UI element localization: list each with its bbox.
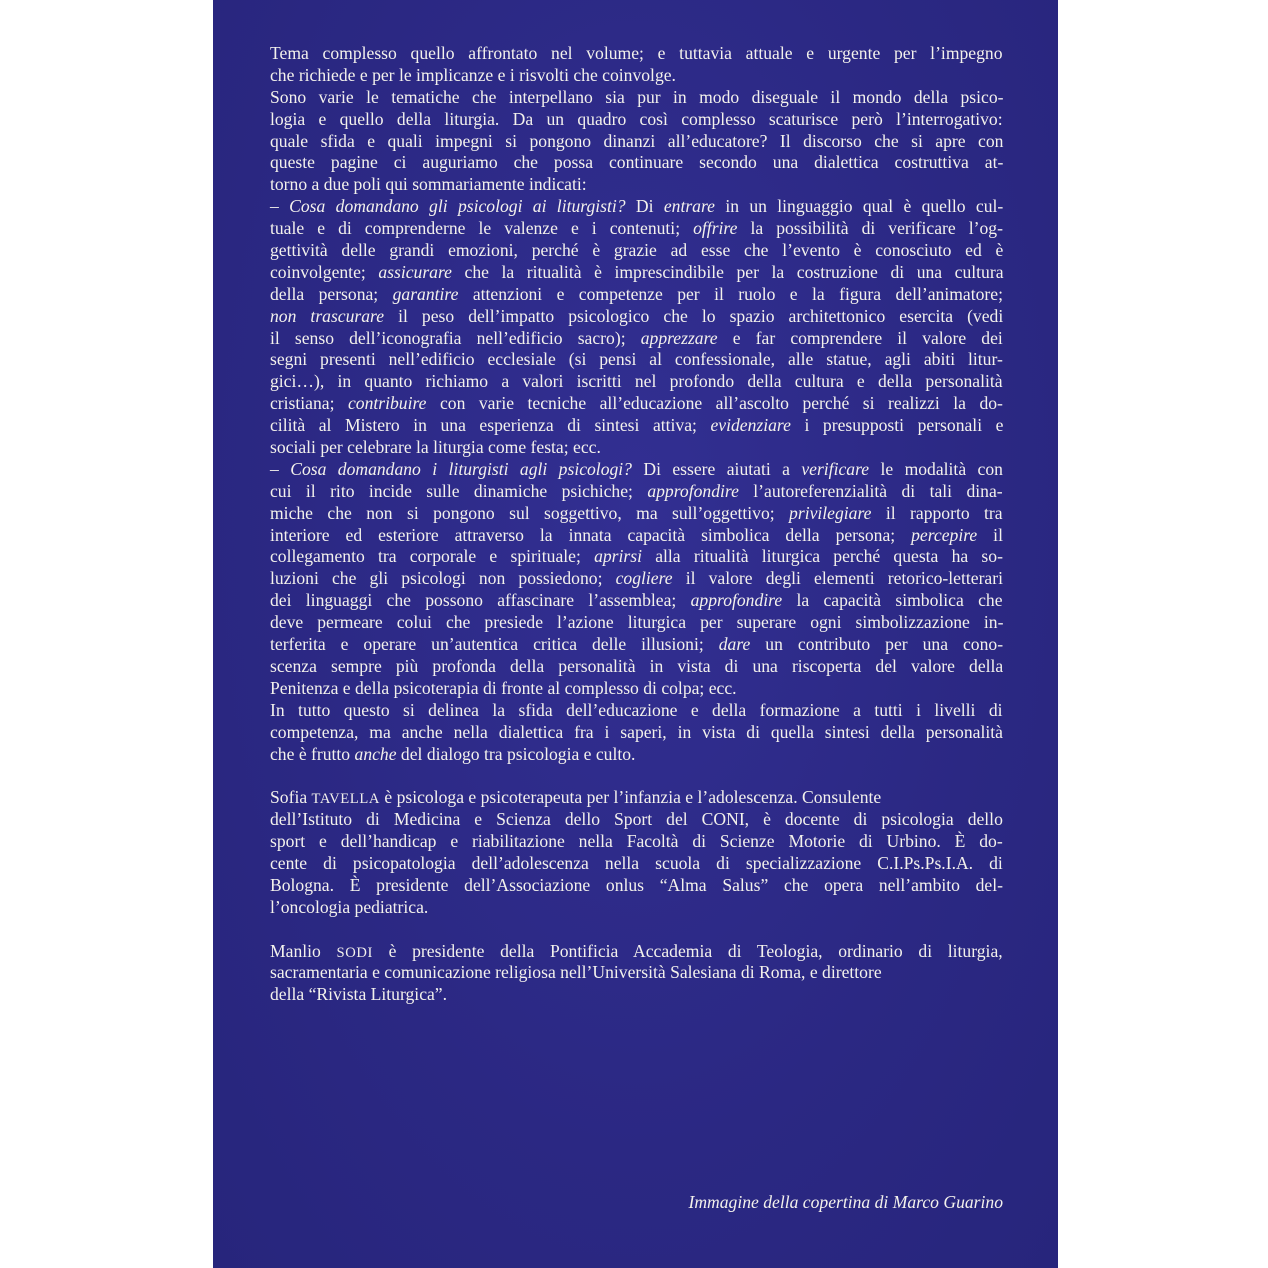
section2-line: Penitenza e della psicoterapia di fronte al complesso di colpa; ecc. <box>270 677 737 698</box>
section2-line: luzioni che gli psicologi non possiedono; cogliere il valore degli elementi retorico-letterari <box>270 568 1003 589</box>
intro-line: torno a due poli qui sommariamente indicati: <box>270 174 587 195</box>
section1-line: coinvolgente; assicurare che la ritualità è imprescindibile per la costruzione di una cultura <box>270 261 1004 282</box>
section2-line: deve permeare colui che presiede l’azione liturgica per superare ogni simbolizzazione in- <box>270 612 1004 633</box>
section1-line: gici…), in quanto richiamo a valori iscritti nel profondo della cultura e della personalità <box>270 371 1003 392</box>
author-bio-line: sport e dell’handicap e riabilitazione nella Facoltà di Scienze Motorie di Urbino. È do- <box>270 831 1003 852</box>
section1-line: non trascurare il peso dell’impatto psicologico che lo spazio architettonico esercita (vedi <box>270 305 1004 326</box>
section2-line: interiore ed esteriore attraverso la innata capacità simbolica della persona; percepire il <box>270 524 1003 545</box>
section1-line: cristiana; contribuire con varie tecniche all’educazione all’ascolto perché si realizzi la do- <box>270 393 1003 414</box>
author-bio-line: dell’Istituto di Medicina e Scienza dello Sport del CONI, è docente di psicologia dello <box>270 809 1003 830</box>
intro-line: queste pagine ci auguriamo che possa continuare secondo una dialettica costruttiva at- <box>270 152 1004 173</box>
author-bio-line: Manlio SODI è presidente della Pontificia Accademia di Teologia, ordinario di liturgia, <box>270 940 1003 961</box>
author-bio-line: cente di psicopatologia dell’adolescenza nella scuola di specializzazione C.I.Ps.Ps.I.A. di <box>270 852 1003 873</box>
section2-line: cui il rito incide sulle dinamiche psichiche; approfondire l’autoreferenzialità di tali dina- <box>270 480 1003 501</box>
section1-line: gettività delle grandi emozioni, perché è grazie ad esse che l’evento è conosciuto ed è <box>270 240 1004 261</box>
conclusion-line: che è frutto anche del dialogo tra psicologia e culto. <box>270 743 636 764</box>
paragraph-gap <box>270 765 1003 787</box>
section1-line: cilità al Mistero in una esperienza di sintesi attiva; evidenziare i presupposti personali e <box>270 415 1004 436</box>
conclusion-line: In tutto questo si delinea la sfida dell’educazione e della formazione a tutti i livelli di <box>270 699 1003 720</box>
section2-line: scenza sempre più profonda della personalità in vista di una riscoperta del valore della <box>270 655 1004 676</box>
intro-line: logia e quello della liturgia. Da un quadro così complesso scaturisce però l’interrogativo: <box>270 108 1003 129</box>
section1-line: sociali per celebrare la liturgia come festa; ecc. <box>270 437 601 458</box>
paragraph-gap <box>270 919 1003 941</box>
intro-line: che richiede e per le implicanze e i risvolti che coinvolge. <box>270 64 676 85</box>
section1-line: il senso dell’iconografia nell’edificio sacro); apprezzare e far comprendere il valore dei <box>270 327 1003 348</box>
section2-line: collegamento tra corporale e spirituale; aprirsi alla ritualità liturgica perché questa ha so- <box>270 546 1003 567</box>
section2-line: terferita e operare un’autentica critica delle illusioni; dare un contributo per una cono- <box>270 634 1004 655</box>
psychologists-question-line: – Cosa domandano gli psicologi ai liturgisti? Di entrare in un linguaggio qual è quello cul- <box>270 196 1004 217</box>
author-bio-line: Bologna. È presidente dell’Associazione onlus “Alma Salus” che opera nell’ambito del- <box>270 874 1003 895</box>
author-surname: SODI <box>336 944 373 961</box>
section1-line: segni presenti nell’edificio ecclesiale (si pensi al confessionale, alle statue, agli abiti litur- <box>270 349 1003 370</box>
liturgists-question-line: – Cosa domandano i liturgisti agli psicologi? Di essere aiutati a verificare le modalità con <box>270 458 1003 479</box>
cover-image-credit: Immagine della copertina di Marco Guarino <box>688 1192 1003 1212</box>
author-bio-line: l’oncologia pediatrica. <box>270 896 429 917</box>
intro-line: Sono varie le tematiche che interpellano sia pur in modo diseguale il mondo della psico- <box>270 86 1004 107</box>
section1-line: della persona; garantire attenzioni e competenze per il ruolo e la figura dell’animatore; <box>270 283 1003 304</box>
section2-line: dei linguaggi che possono affascinare l’assemblea; approfondire la capacità simbolica che <box>270 590 1003 611</box>
intro-line: quale sfida e quali impegni si pongono dinanzi all’educatore? Il discorso che si apre con <box>270 130 1004 151</box>
conclusion-line: competenza, ma anche nella dialettica fra i saperi, in vista di quella sintesi della personalità <box>270 721 1003 742</box>
cover-text <box>270 43 1003 1006</box>
author-surname: TAVELLA <box>311 791 380 808</box>
author-bio-line: sacramentaria e comunicazione religiosa nell’Università Salesiana di Roma, e direttore <box>270 962 882 983</box>
intro-line: Tema complesso quello affrontato nel volume; e tuttavia attuale e urgente per l’impegno <box>270 43 1003 63</box>
author-bio-line: della “Rivista Liturgica”. <box>270 984 448 1005</box>
section1-line: tuale e di comprenderne le valenze e i contenuti; offrire la possibilità di verificare l’og- <box>270 218 1003 239</box>
section2-line: miche che non si pongono sul soggettivo, ma sull’oggettivo; privilegiare il rapporto tra <box>270 502 1003 523</box>
author-bio-line: Sofia TAVELLA è psicologa e psicoterapeuta per l’infanzia e l’adolescenza. Consulente <box>270 787 882 808</box>
